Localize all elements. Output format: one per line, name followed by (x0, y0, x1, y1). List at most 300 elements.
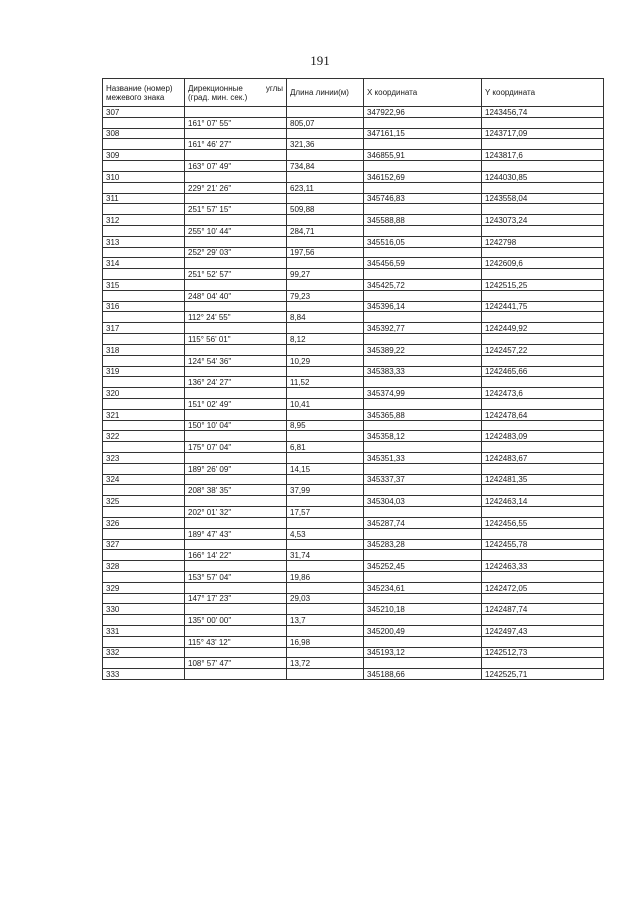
marker-name-cell (103, 615, 185, 626)
x-coordinate-cell: 345234,61 (364, 582, 482, 593)
marker-name-cell: 318 (103, 344, 185, 355)
line-length-cell: 17,57 (287, 507, 364, 518)
y-coordinate-cell: 1242465,66 (482, 366, 604, 377)
marker-name-cell (103, 593, 185, 604)
line-segment-row (103, 463, 604, 474)
direction-angle-cell (185, 496, 287, 507)
marker-point-row (103, 431, 604, 442)
y-coordinate-cell (482, 571, 604, 582)
direction-angle-cell: 136° 24' 27" (185, 377, 287, 388)
marker-name-cell (103, 312, 185, 323)
direction-angle-cell (185, 280, 287, 291)
line-length-cell (287, 150, 364, 161)
line-length-cell: 197,56 (287, 247, 364, 258)
marker-point-row (103, 474, 604, 485)
line-length-cell: 8,84 (287, 312, 364, 323)
y-coordinate-cell (482, 463, 604, 474)
y-coordinate-cell: 1242473,6 (482, 388, 604, 399)
y-coordinate-cell (482, 161, 604, 172)
line-length-cell (287, 561, 364, 572)
line-length-cell: 99,27 (287, 269, 364, 280)
marker-point-row (103, 409, 604, 420)
marker-point-row (103, 669, 604, 680)
direction-angle-cell (185, 453, 287, 464)
y-coordinate-cell (482, 507, 604, 518)
marker-name-cell (103, 204, 185, 215)
direction-angle-cell: 251° 52' 57" (185, 269, 287, 280)
y-coordinate-cell (482, 204, 604, 215)
y-coordinate-cell: 1243456,74 (482, 107, 604, 118)
y-coordinate-cell (482, 334, 604, 345)
direction-angle-cell: 166° 14' 22" (185, 550, 287, 561)
line-length-cell (287, 647, 364, 658)
y-coordinate-cell: 1242457,22 (482, 344, 604, 355)
line-length-cell (287, 280, 364, 291)
line-length-cell (287, 604, 364, 615)
direction-angle-cell: 189° 47' 43" (185, 528, 287, 539)
line-length-cell: 37,99 (287, 485, 364, 496)
marker-name-cell (103, 398, 185, 409)
x-coordinate-cell (364, 269, 482, 280)
x-coordinate-cell: 345374,99 (364, 388, 482, 399)
direction-angle-cell: 147° 17' 23" (185, 593, 287, 604)
marker-point-row (103, 128, 604, 139)
x-coordinate-cell: 345252,45 (364, 561, 482, 572)
marker-name-cell: 316 (103, 301, 185, 312)
marker-name-cell: 323 (103, 453, 185, 464)
line-segment-row (103, 269, 604, 280)
line-length-cell: 321,36 (287, 139, 364, 150)
line-segment-row (103, 528, 604, 539)
marker-name-cell (103, 507, 185, 518)
marker-point-row (103, 453, 604, 464)
y-coordinate-cell (482, 615, 604, 626)
y-coordinate-cell: 1242463,14 (482, 496, 604, 507)
marker-name-cell (103, 225, 185, 236)
marker-name-cell: 317 (103, 323, 185, 334)
y-coordinate-cell: 1242449,92 (482, 323, 604, 334)
marker-name-cell: 321 (103, 409, 185, 420)
line-length-cell: 8,12 (287, 334, 364, 345)
x-coordinate-cell: 345383,33 (364, 366, 482, 377)
direction-angle-cell: 161° 07' 55" (185, 117, 287, 128)
y-coordinate-cell: 1242472,05 (482, 582, 604, 593)
direction-angle-cell (185, 301, 287, 312)
line-length-cell: 4,53 (287, 528, 364, 539)
line-length-cell (287, 215, 364, 226)
marker-name-cell (103, 290, 185, 301)
marker-name-cell: 311 (103, 193, 185, 204)
direction-angle-cell: 208° 38' 35" (185, 485, 287, 496)
y-coordinate-cell: 1242463,33 (482, 561, 604, 572)
line-length-cell (287, 582, 364, 593)
x-coordinate-cell (364, 377, 482, 388)
x-coordinate-cell: 345358,12 (364, 431, 482, 442)
y-coordinate-cell: 1242483,67 (482, 453, 604, 464)
direction-angle-cell (185, 517, 287, 528)
x-coordinate-cell (364, 507, 482, 518)
marker-point-row (103, 344, 604, 355)
marker-name-cell: 328 (103, 561, 185, 572)
y-coordinate-cell (482, 636, 604, 647)
y-coordinate-cell (482, 442, 604, 453)
line-segment-row (103, 117, 604, 128)
direction-angle-cell (185, 344, 287, 355)
direction-angle-cell: 255° 10' 44" (185, 225, 287, 236)
marker-name-cell (103, 247, 185, 258)
line-length-cell: 11,52 (287, 377, 364, 388)
marker-point-row (103, 107, 604, 118)
direction-angle-cell (185, 431, 287, 442)
direction-angle-cell: 124° 54' 36" (185, 355, 287, 366)
marker-name-cell: 313 (103, 236, 185, 247)
x-coordinate-cell (364, 334, 482, 345)
x-coordinate-cell: 345389,22 (364, 344, 482, 355)
y-coordinate-cell: 1242441,75 (482, 301, 604, 312)
marker-name-cell: 307 (103, 107, 185, 118)
direction-angle-cell: 189° 26' 09" (185, 463, 287, 474)
direction-angle-cell: 163° 07' 49" (185, 161, 287, 172)
marker-name-cell: 331 (103, 626, 185, 637)
x-coordinate-cell: 345425,72 (364, 280, 482, 291)
direction-angle-cell (185, 409, 287, 420)
x-coordinate-cell: 345210,18 (364, 604, 482, 615)
line-segment-row (103, 593, 604, 604)
line-length-cell: 284,71 (287, 225, 364, 236)
marker-point-row (103, 280, 604, 291)
y-coordinate-cell (482, 485, 604, 496)
line-length-cell (287, 193, 364, 204)
y-coordinate-cell (482, 420, 604, 431)
line-length-cell: 10,41 (287, 398, 364, 409)
line-length-cell: 805,07 (287, 117, 364, 128)
x-coordinate-cell (364, 571, 482, 582)
x-coordinate-cell: 345746,83 (364, 193, 482, 204)
marker-name-cell (103, 571, 185, 582)
x-coordinate-cell: 345188,66 (364, 669, 482, 680)
table-body (103, 107, 604, 680)
x-coordinate-cell (364, 463, 482, 474)
marker-name-cell (103, 161, 185, 172)
header-y-coordinate: Y координата (482, 79, 604, 107)
boundary-coordinates-table (102, 78, 604, 680)
marker-point-row (103, 496, 604, 507)
y-coordinate-cell: 1243717,09 (482, 128, 604, 139)
direction-angle-cell (185, 647, 287, 658)
direction-angle-cell: 229° 21' 26" (185, 182, 287, 193)
x-coordinate-cell (364, 161, 482, 172)
marker-name-cell: 322 (103, 431, 185, 442)
line-segment-row (103, 247, 604, 258)
line-segment-row (103, 334, 604, 345)
direction-angle-cell (185, 215, 287, 226)
y-coordinate-cell: 1242515,25 (482, 280, 604, 291)
marker-point-row (103, 604, 604, 615)
line-length-cell (287, 669, 364, 680)
x-coordinate-cell: 345283,28 (364, 539, 482, 550)
marker-point-row (103, 323, 604, 334)
marker-name-cell (103, 139, 185, 150)
line-segment-row (103, 550, 604, 561)
line-length-cell: 31,74 (287, 550, 364, 561)
y-coordinate-cell: 1243073,24 (482, 215, 604, 226)
direction-angle-cell (185, 323, 287, 334)
x-coordinate-cell: 345396,14 (364, 301, 482, 312)
line-length-cell: 79,23 (287, 290, 364, 301)
header-x-coordinate: X координата (364, 79, 482, 107)
y-coordinate-cell: 1242487,74 (482, 604, 604, 615)
direction-angle-cell: 252° 29' 03" (185, 247, 287, 258)
x-coordinate-cell (364, 290, 482, 301)
x-coordinate-cell (364, 355, 482, 366)
line-length-cell (287, 366, 364, 377)
line-segment-row (103, 290, 604, 301)
y-coordinate-cell: 1242456,55 (482, 517, 604, 528)
direction-angle-cell (185, 626, 287, 637)
marker-name-cell: 308 (103, 128, 185, 139)
direction-angle-cell (185, 388, 287, 399)
line-segment-row (103, 571, 604, 582)
marker-name-cell (103, 420, 185, 431)
y-coordinate-cell: 1242455,78 (482, 539, 604, 550)
x-coordinate-cell (364, 225, 482, 236)
y-coordinate-cell: 1242609,6 (482, 258, 604, 269)
direction-angle-cell (185, 128, 287, 139)
x-coordinate-cell: 345337,37 (364, 474, 482, 485)
marker-point-row (103, 582, 604, 593)
direction-angle-cell (185, 171, 287, 182)
marker-name-cell (103, 658, 185, 669)
x-coordinate-cell (364, 247, 482, 258)
marker-name-cell: 312 (103, 215, 185, 226)
marker-name-cell (103, 269, 185, 280)
y-coordinate-cell (482, 377, 604, 388)
marker-name-cell: 309 (103, 150, 185, 161)
line-length-cell: 734,84 (287, 161, 364, 172)
marker-name-cell (103, 117, 185, 128)
y-coordinate-cell (482, 247, 604, 258)
y-coordinate-cell: 1242512,73 (482, 647, 604, 658)
marker-point-row (103, 215, 604, 226)
direction-angle-cell: 161° 46' 27" (185, 139, 287, 150)
direction-angle-cell (185, 561, 287, 572)
line-segment-row (103, 615, 604, 626)
x-coordinate-cell (364, 312, 482, 323)
x-coordinate-cell (364, 550, 482, 561)
line-segment-row (103, 312, 604, 323)
x-coordinate-cell: 345392,77 (364, 323, 482, 334)
direction-angle-cell: 108° 57' 47" (185, 658, 287, 669)
x-coordinate-cell (364, 615, 482, 626)
marker-point-row (103, 561, 604, 572)
line-segment-row (103, 420, 604, 431)
line-segment-row (103, 507, 604, 518)
direction-angle-cell (185, 474, 287, 485)
marker-name-cell: 324 (103, 474, 185, 485)
direction-angle-cell: 151° 02' 49" (185, 398, 287, 409)
x-coordinate-cell: 345365,88 (364, 409, 482, 420)
y-coordinate-cell: 1244030,85 (482, 171, 604, 182)
y-coordinate-cell (482, 593, 604, 604)
line-length-cell: 13,7 (287, 615, 364, 626)
marker-point-row (103, 258, 604, 269)
x-coordinate-cell: 346855,91 (364, 150, 482, 161)
marker-name-cell: 330 (103, 604, 185, 615)
y-coordinate-cell (482, 550, 604, 561)
y-coordinate-cell: 1243558,04 (482, 193, 604, 204)
line-segment-row (103, 161, 604, 172)
header-angle-label-b: углы (265, 83, 283, 93)
direction-angle-cell: 175° 07' 04" (185, 442, 287, 453)
line-segment-row (103, 182, 604, 193)
marker-name-cell (103, 182, 185, 193)
line-segment-row (103, 398, 604, 409)
direction-angle-cell: 153° 57' 04" (185, 571, 287, 582)
line-segment-row (103, 377, 604, 388)
line-length-cell (287, 258, 364, 269)
y-coordinate-cell: 1242497,43 (482, 626, 604, 637)
y-coordinate-cell (482, 658, 604, 669)
line-segment-row (103, 225, 604, 236)
y-coordinate-cell (482, 269, 604, 280)
marker-name-cell: 320 (103, 388, 185, 399)
x-coordinate-cell (364, 442, 482, 453)
direction-angle-cell: 112° 24' 55" (185, 312, 287, 323)
line-segment-row (103, 442, 604, 453)
y-coordinate-cell: 1242483,09 (482, 431, 604, 442)
line-length-cell (287, 474, 364, 485)
marker-point-row (103, 193, 604, 204)
line-length-cell (287, 539, 364, 550)
header-angle-label-a: Дирекционные (188, 83, 243, 93)
line-segment-row (103, 485, 604, 496)
direction-angle-cell (185, 150, 287, 161)
direction-angle-cell (185, 539, 287, 550)
line-length-cell (287, 236, 364, 247)
x-coordinate-cell (364, 636, 482, 647)
marker-name-cell (103, 636, 185, 647)
line-length-cell (287, 496, 364, 507)
marker-name-cell: 329 (103, 582, 185, 593)
line-length-cell (287, 344, 364, 355)
marker-point-row (103, 301, 604, 312)
x-coordinate-cell (364, 182, 482, 193)
page-number: 191 (310, 53, 330, 68)
x-coordinate-cell (364, 117, 482, 128)
line-length-cell (287, 409, 364, 420)
header-marker-name: Название (номер) межевого знака (103, 79, 185, 107)
direction-angle-cell (185, 604, 287, 615)
marker-point-row (103, 150, 604, 161)
header-direction-angle (185, 79, 287, 107)
x-coordinate-cell: 345287,74 (364, 517, 482, 528)
line-length-cell: 8,95 (287, 420, 364, 431)
header-angle-units: (град. мин. сек.) (188, 92, 248, 102)
x-coordinate-cell: 345200,49 (364, 626, 482, 637)
marker-name-cell (103, 334, 185, 345)
y-coordinate-cell: 1242481,35 (482, 474, 604, 485)
x-coordinate-cell (364, 420, 482, 431)
line-length-cell: 14,15 (287, 463, 364, 474)
marker-point-row (103, 626, 604, 637)
direction-angle-cell (185, 107, 287, 118)
marker-name-cell: 332 (103, 647, 185, 658)
line-length-cell (287, 171, 364, 182)
marker-name-cell: 314 (103, 258, 185, 269)
line-length-cell: 19,86 (287, 571, 364, 582)
table-header-row (103, 79, 604, 107)
x-coordinate-cell: 347161,15 (364, 128, 482, 139)
x-coordinate-cell: 345516,05 (364, 236, 482, 247)
marker-name-cell: 315 (103, 280, 185, 291)
x-coordinate-cell: 345351,33 (364, 453, 482, 464)
marker-name-cell: 326 (103, 517, 185, 528)
line-segment-row (103, 204, 604, 215)
direction-angle-cell (185, 193, 287, 204)
y-coordinate-cell (482, 312, 604, 323)
y-coordinate-cell (482, 117, 604, 128)
direction-angle-cell: 115° 43' 12" (185, 636, 287, 647)
y-coordinate-cell: 1243817,6 (482, 150, 604, 161)
marker-name-cell (103, 485, 185, 496)
direction-angle-cell: 251° 57' 15" (185, 204, 287, 215)
marker-point-row (103, 539, 604, 550)
marker-name-cell: 333 (103, 669, 185, 680)
x-coordinate-cell: 345304,03 (364, 496, 482, 507)
line-length-cell: 29,03 (287, 593, 364, 604)
x-coordinate-cell: 345193,12 (364, 647, 482, 658)
marker-name-cell: 310 (103, 171, 185, 182)
x-coordinate-cell (364, 485, 482, 496)
x-coordinate-cell (364, 658, 482, 669)
y-coordinate-cell (482, 355, 604, 366)
line-length-cell (287, 431, 364, 442)
line-length-cell (287, 517, 364, 528)
y-coordinate-cell (482, 398, 604, 409)
marker-point-row (103, 171, 604, 182)
y-coordinate-cell: 1242798 (482, 236, 604, 247)
marker-name-cell (103, 463, 185, 474)
x-coordinate-cell (364, 204, 482, 215)
marker-name-cell: 319 (103, 366, 185, 377)
direction-angle-cell: 150° 10' 04" (185, 420, 287, 431)
marker-name-cell (103, 377, 185, 388)
line-segment-row (103, 355, 604, 366)
direction-angle-cell: 115° 56' 01" (185, 334, 287, 345)
direction-angle-cell (185, 366, 287, 377)
line-length-cell (287, 453, 364, 464)
x-coordinate-cell (364, 528, 482, 539)
direction-angle-cell: 248° 04' 40" (185, 290, 287, 301)
line-length-cell: 16,98 (287, 636, 364, 647)
x-coordinate-cell (364, 593, 482, 604)
y-coordinate-cell (482, 528, 604, 539)
x-coordinate-cell (364, 139, 482, 150)
x-coordinate-cell: 347922,96 (364, 107, 482, 118)
line-segment-row (103, 658, 604, 669)
y-coordinate-cell (482, 290, 604, 301)
marker-name-cell: 325 (103, 496, 185, 507)
direction-angle-cell (185, 582, 287, 593)
marker-name-cell (103, 442, 185, 453)
direction-angle-cell (185, 258, 287, 269)
line-length-cell: 6,81 (287, 442, 364, 453)
x-coordinate-cell: 346152,69 (364, 171, 482, 182)
marker-name-cell (103, 528, 185, 539)
marker-point-row (103, 236, 604, 247)
line-length-cell: 10,29 (287, 355, 364, 366)
line-length-cell (287, 107, 364, 118)
